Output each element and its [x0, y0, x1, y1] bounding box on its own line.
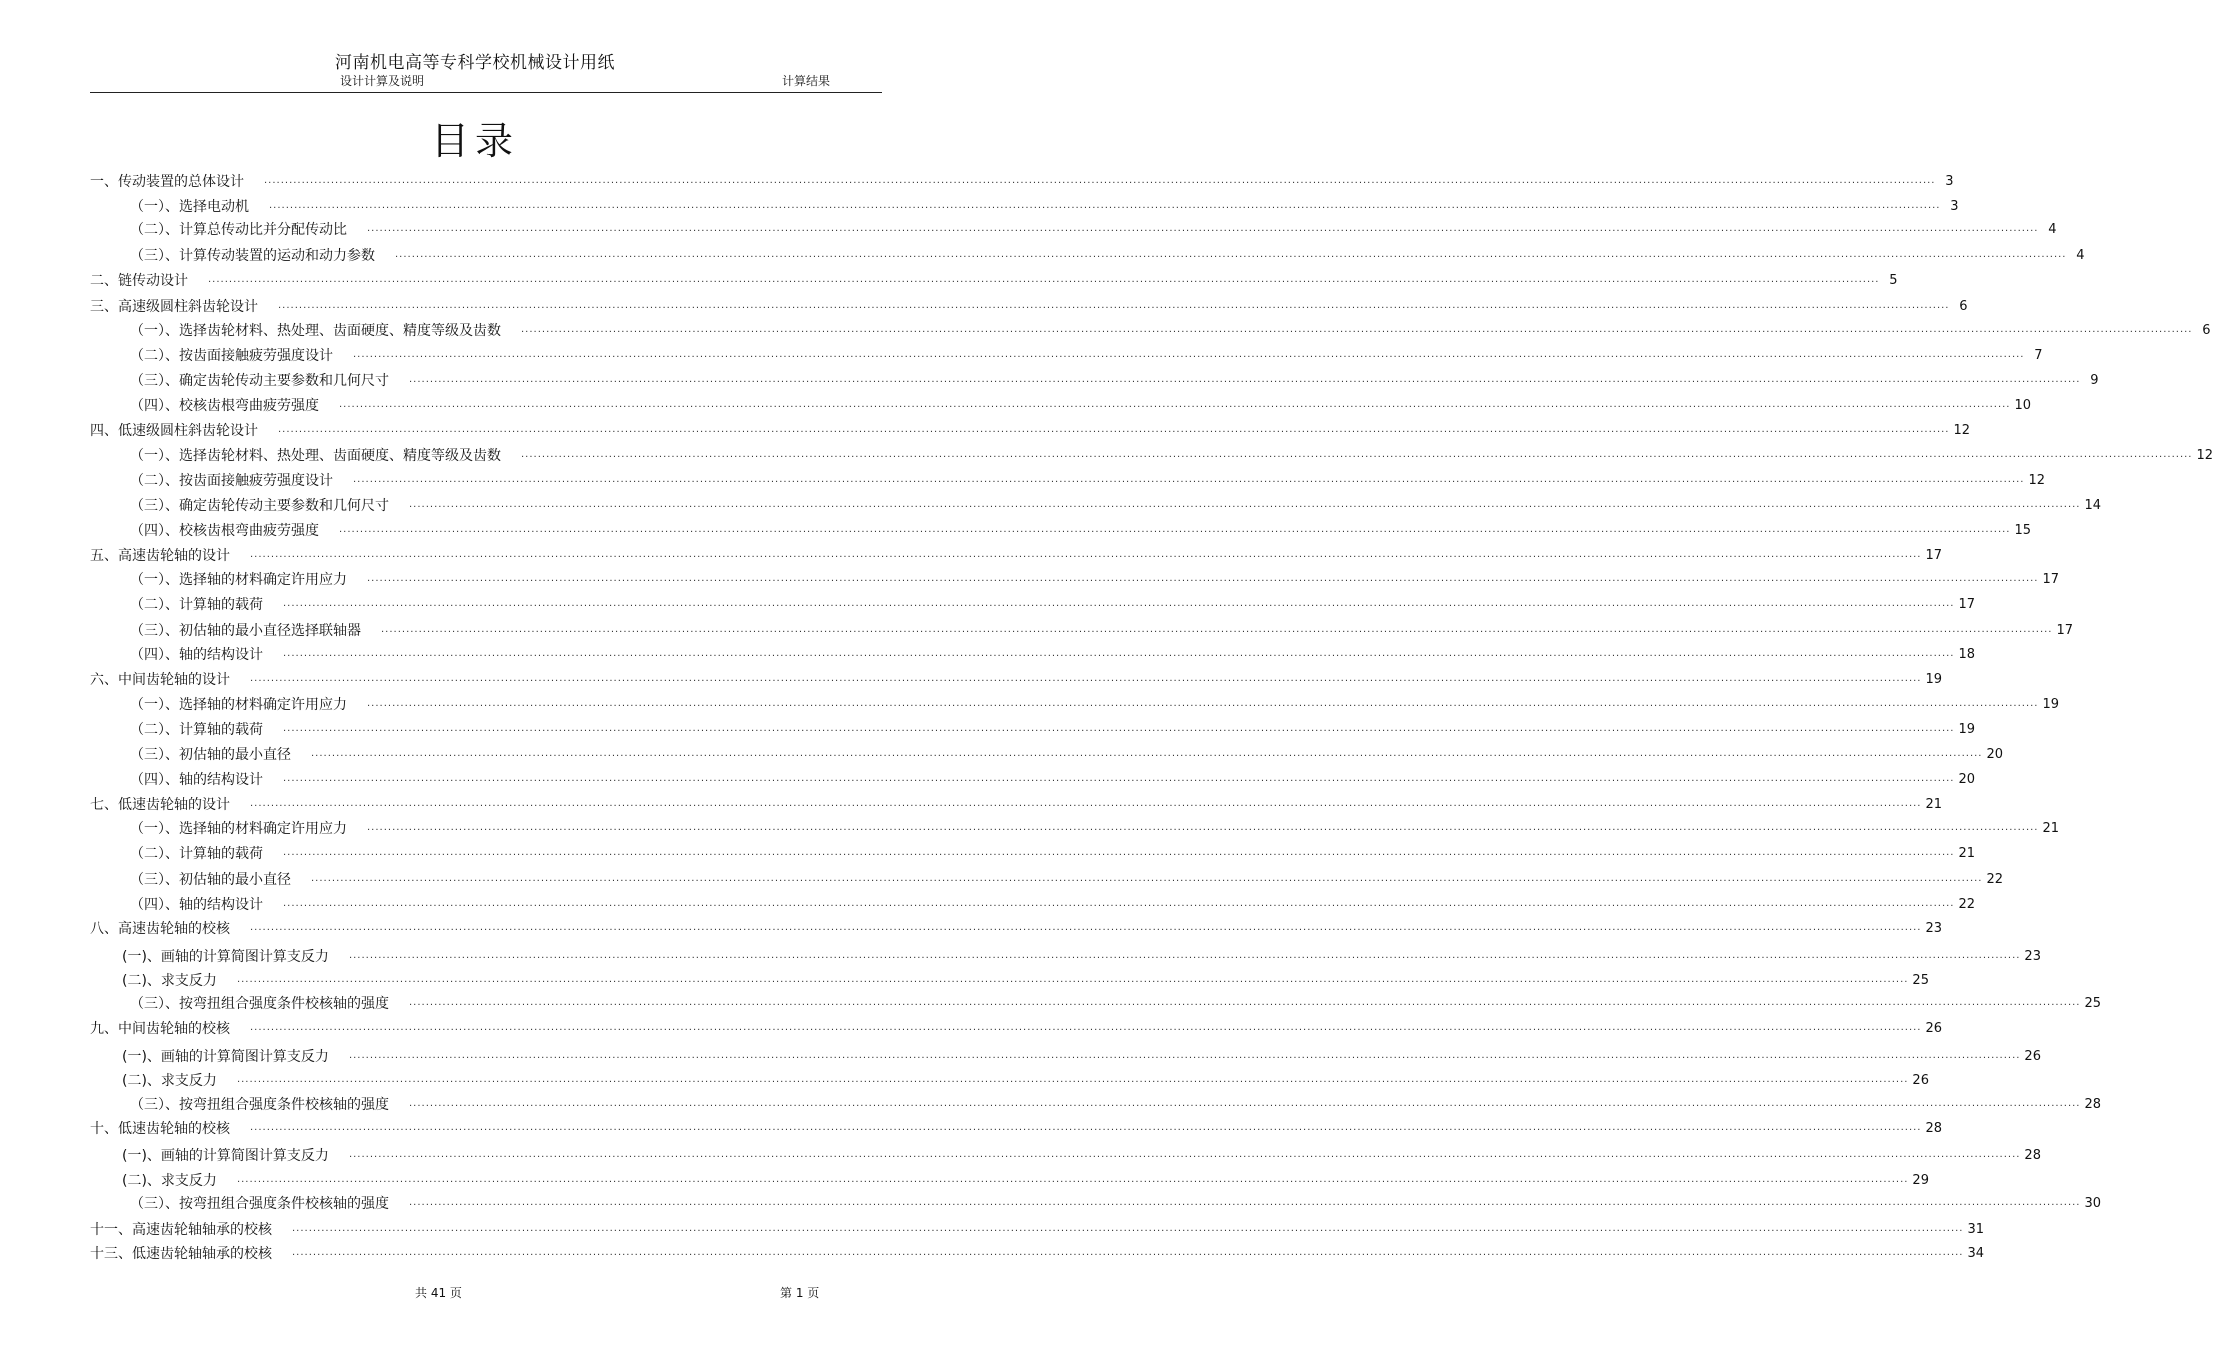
toc-entry[interactable] — [90, 269, 1898, 291]
toc-entry[interactable] — [122, 1144, 2041, 1166]
toc-leader-dots: ................................................................................................................................................................................................................................................................................................................................................................................................................ — [348, 950, 2021, 961]
toc-entry-label: （二）、计算轴的载荷 — [130, 722, 263, 738]
toc-entry-page: 21 — [1958, 845, 1976, 861]
toc-entry[interactable] — [90, 544, 1943, 566]
toc-entry-page: 26 — [1925, 1020, 1943, 1036]
toc-entry-page: 28 — [2024, 1147, 2041, 1163]
toc-entry-page: 28 — [2084, 1096, 2102, 1112]
toc-entry-page: 30 — [2084, 1195, 2102, 1211]
toc-entry-page: 23 — [2024, 948, 2041, 964]
toc-entry-label: 十一、高速齿轮轴轴承的校核 — [90, 1222, 272, 1238]
footer-total-pages: 共 41 页 — [415, 1286, 462, 1300]
toc-entry-page: 19 — [1958, 721, 1976, 737]
toc-entry[interactable] — [130, 469, 2046, 491]
toc-entry-page: 14 — [2084, 497, 2102, 513]
toc-entry[interactable] — [90, 170, 1954, 192]
toc-entry[interactable] — [130, 494, 2102, 516]
toc-entry[interactable] — [130, 817, 2060, 839]
toc-entry-label: （三）、确定齿轮传动主要参数和几何尺寸 — [130, 498, 389, 514]
toc-leader-dots: ................................................................................................................................................................................................................................................................................................................................................................................................................ — [292, 1247, 1964, 1258]
toc-leader-dots: ................................................................................................................................................................................................................................................................................................................................................................................................................ — [311, 748, 1983, 759]
toc-entry[interactable] — [130, 344, 2043, 366]
toc-entry[interactable] — [90, 917, 1943, 939]
toc-entry[interactable] — [130, 992, 2102, 1014]
toc-entry-label: 八、高速齿轮轴的校核 — [90, 921, 230, 937]
toc-entry-page: 19 — [2042, 696, 2060, 712]
toc-entry[interactable] — [90, 793, 1943, 815]
toc-entry[interactable] — [130, 768, 1976, 790]
toc-leader-dots: ................................................................................................................................................................................................................................................................................................................................................................................................................ — [348, 1149, 2021, 1160]
toc-entry[interactable] — [130, 743, 2004, 765]
toc-entry-label: （三）、按弯扭组合强度条件校核轴的强度 — [130, 1196, 389, 1212]
toc-entry-page: 3 — [1945, 173, 1954, 189]
toc-entry-page: 17 — [1925, 547, 1943, 563]
toc-leader-dots: ................................................................................................................................................................................................................................................................................................................................................................................................................ — [250, 1022, 1922, 1033]
toc-entry[interactable] — [130, 842, 1976, 864]
toc-entry-label: （一）、选择轴的材料确定许用应力 — [130, 572, 347, 588]
toc-entry[interactable] — [90, 1017, 1943, 1039]
toc-entry-label: (二)、求支反力 — [122, 1173, 217, 1189]
footer-current-page: 第 1 页 — [780, 1286, 820, 1300]
toc-entry[interactable] — [122, 945, 2041, 967]
toc-entry-label: （三）、按弯扭组合强度条件校核轴的强度 — [130, 1097, 389, 1113]
toc-entry-label: （二）、按齿面接触疲劳强度设计 — [130, 473, 333, 489]
toc-entry-page: 23 — [1925, 920, 1943, 936]
toc-entry-label: (一)、画轴的计算简图计算支反力 — [122, 1049, 329, 1065]
toc-leader-dots: ................................................................................................................................................................................................................................................................................................................................................................................................................ — [353, 474, 2025, 485]
toc-entry-label: （三）、确定齿轮传动主要参数和几何尺寸 — [130, 373, 389, 389]
toc-entry[interactable] — [130, 619, 2074, 641]
toc-entry-label: (二)、求支反力 — [122, 973, 217, 989]
toc-leader-dots: ................................................................................................................................................................................................................................................................................................................................................................................................................ — [409, 374, 2081, 385]
toc-entry-label: （一）、选择电动机 — [130, 199, 249, 215]
toc-entry-label: （四）、轴的结构设计 — [130, 772, 263, 788]
toc-leader-dots: ................................................................................................................................................................................................................................................................................................................................................................................................................ — [367, 573, 2039, 584]
toc-entry[interactable] — [90, 1117, 1943, 1139]
toc-entry[interactable] — [130, 1192, 2102, 1214]
toc-leader-dots: ................................................................................................................................................................................................................................................................................................................................................................................................................ — [409, 1098, 2081, 1109]
toc-leader-dots: ................................................................................................................................................................................................................................................................................................................................................................................................................ — [283, 773, 1955, 784]
toc-entry[interactable] — [130, 519, 2032, 541]
toc-leader-dots: ................................................................................................................................................................................................................................................................................................................................................................................................................ — [339, 399, 2011, 410]
toc-entry-page: 31 — [1967, 1221, 1985, 1237]
toc-entry-label: 三、高速级圆柱斜齿轮设计 — [90, 299, 258, 315]
toc-leader-dots: ................................................................................................................................................................................................................................................................................................................................................................................................................ — [278, 300, 1950, 311]
toc-entry-label: (一)、画轴的计算简图计算支反力 — [122, 1148, 329, 1164]
toc-entry[interactable] — [130, 369, 2099, 391]
toc-entry[interactable] — [130, 319, 2211, 341]
toc-entry-label: （二）、计算轴的载荷 — [130, 846, 263, 862]
toc-entry-page: 4 — [2076, 247, 2085, 263]
header-right-label: 计算结果 — [782, 74, 831, 88]
toc-entry[interactable] — [130, 394, 2032, 416]
toc-entry[interactable] — [130, 718, 1976, 740]
toc-leader-dots: ................................................................................................................................................................................................................................................................................................................................................................................................................ — [521, 324, 2193, 335]
toc-leader-dots: ................................................................................................................................................................................................................................................................................................................................................................................................................ — [269, 200, 1941, 211]
header-left-label: 设计计算及说明 — [340, 74, 425, 88]
toc-leader-dots: ................................................................................................................................................................................................................................................................................................................................................................................................................ — [278, 424, 1950, 435]
toc-entry-label: 一、传动装置的总体设计 — [90, 174, 244, 190]
toc-entry-label: （四）、校核齿根弯曲疲劳强度 — [130, 523, 319, 539]
toc-leader-dots: ................................................................................................................................................................................................................................................................................................................................................................................................................ — [236, 1174, 1909, 1185]
toc-entry-page: 25 — [2084, 995, 2102, 1011]
toc-entry-label: （二）、计算轴的载荷 — [130, 597, 263, 613]
toc-entry[interactable] — [130, 643, 1976, 665]
toc-entry-page: 17 — [1958, 596, 1976, 612]
toc-entry-page: 6 — [2202, 322, 2211, 338]
toc-leader-dots: ................................................................................................................................................................................................................................................................................................................................................................................................................ — [250, 1122, 1922, 1133]
toc-entry[interactable] — [130, 444, 2213, 466]
toc-entry[interactable] — [130, 868, 2004, 890]
toc-entry[interactable] — [122, 1069, 1929, 1091]
document-title: 目录 — [430, 119, 519, 163]
toc-leader-dots: ................................................................................................................................................................................................................................................................................................................................................................................................................ — [353, 349, 2025, 360]
toc-entry-page: 5 — [1889, 272, 1898, 288]
toc-entry-label: （三）、初估轴的最小直径 — [130, 747, 291, 763]
toc-leader-dots: ................................................................................................................................................................................................................................................................................................................................................................................................................ — [367, 698, 2039, 709]
toc-leader-dots: ................................................................................................................................................................................................................................................................................................................................................................................................................ — [250, 549, 1922, 560]
toc-entry-page: 29 — [1912, 1172, 1929, 1188]
toc-leader-dots: ................................................................................................................................................................................................................................................................................................................................................................................................................ — [409, 1197, 2081, 1208]
toc-entry-page: 19 — [1925, 671, 1943, 687]
toc-leader-dots: ................................................................................................................................................................................................................................................................................................................................................................................................................ — [283, 723, 1955, 734]
toc-entry[interactable] — [90, 668, 1943, 690]
toc-entry-page: 15 — [2014, 522, 2032, 538]
toc-leader-dots: ................................................................................................................................................................................................................................................................................................................................................................................................................ — [395, 249, 2067, 260]
toc-entry-page: 26 — [2024, 1048, 2041, 1064]
header-title: 河南机电高等专科学校机械设计用纸 — [335, 53, 615, 73]
toc-entry-page: 21 — [2042, 820, 2060, 836]
toc-entry-page: 34 — [1967, 1245, 1985, 1261]
toc-entry-label: 五、高速齿轮轴的设计 — [90, 548, 230, 564]
toc-entry-page: 10 — [2014, 397, 2032, 413]
toc-entry-label: （三）、初估轴的最小直径选择联轴器 — [130, 623, 361, 639]
toc-entry-label: （三）、计算传动装置的运动和动力参数 — [130, 248, 375, 264]
toc-entry-page: 12 — [1953, 422, 1971, 438]
toc-entry-page: 22 — [1986, 871, 2004, 887]
toc-leader-dots: ................................................................................................................................................................................................................................................................................................................................................................................................................ — [283, 598, 1955, 609]
toc-leader-dots: ................................................................................................................................................................................................................................................................................................................................................................................................................ — [367, 223, 2039, 234]
toc-entry-page: 6 — [1959, 298, 1968, 314]
toc-entry-label: （二）、按齿面接触疲劳强度设计 — [130, 348, 333, 364]
toc-entry-label: （一）、选择齿轮材料、热处理、齿面硬度、精度等级及齿数 — [130, 448, 501, 464]
toc-leader-dots: ................................................................................................................................................................................................................................................................................................................................................................................................................ — [339, 524, 2011, 535]
toc-entry[interactable] — [130, 693, 2060, 715]
toc-leader-dots: ................................................................................................................................................................................................................................................................................................................................................................................................................ — [236, 974, 1909, 985]
toc-entry[interactable] — [130, 568, 2060, 590]
toc-entry-label: （一）、选择轴的材料确定许用应力 — [130, 821, 347, 837]
toc-entry-page: 28 — [1925, 1120, 1943, 1136]
toc-entry-label: （四）、校核齿根弯曲疲劳强度 — [130, 398, 319, 414]
toc-leader-dots: ................................................................................................................................................................................................................................................................................................................................................................................................................ — [381, 624, 2053, 635]
toc-entry-page: 22 — [1958, 896, 1976, 912]
toc-leader-dots: ................................................................................................................................................................................................................................................................................................................................................................................................................ — [250, 922, 1922, 933]
toc-entry-label: 四、低速级圆柱斜齿轮设计 — [90, 423, 258, 439]
header-rule — [90, 92, 882, 93]
toc-leader-dots: ................................................................................................................................................................................................................................................................................................................................................................................................................ — [250, 673, 1922, 684]
toc-entry-label: 十、低速齿轮轴的校核 — [90, 1121, 230, 1137]
toc-leader-dots: ................................................................................................................................................................................................................................................................................................................................................................................................................ — [292, 1223, 1964, 1234]
toc-entry[interactable] — [122, 1045, 2041, 1067]
toc-entry-page: 25 — [1912, 972, 1929, 988]
toc-leader-dots: ................................................................................................................................................................................................................................................................................................................................................................................................................ — [348, 1050, 2021, 1061]
toc-entry[interactable] — [130, 244, 2085, 266]
toc-entry[interactable] — [90, 1218, 1985, 1240]
toc-entry[interactable] — [90, 1242, 1985, 1264]
toc-leader-dots: ................................................................................................................................................................................................................................................................................................................................................................................................................ — [283, 847, 1955, 858]
toc-leader-dots: ................................................................................................................................................................................................................................................................................................................................................................................................................ — [367, 822, 2039, 833]
toc-leader-dots: ................................................................................................................................................................................................................................................................................................................................................................................................................ — [283, 648, 1955, 659]
toc-entry-page: 18 — [1958, 646, 1976, 662]
toc-leader-dots: ................................................................................................................................................................................................................................................................................................................................................................................................................ — [409, 499, 2081, 510]
toc-entry[interactable] — [130, 195, 1959, 217]
toc-entry[interactable] — [122, 969, 1929, 991]
toc-entry-page: 4 — [2048, 221, 2057, 237]
toc-entry-page: 20 — [1986, 746, 2004, 762]
toc-entry[interactable] — [122, 1169, 1929, 1191]
toc-entry-page: 20 — [1958, 771, 1976, 787]
toc-entry-page: 26 — [1912, 1072, 1929, 1088]
toc-entry-page: 12 — [2028, 472, 2046, 488]
toc-entry-label: 六、中间齿轮轴的设计 — [90, 672, 230, 688]
toc-entry[interactable] — [130, 1093, 2102, 1115]
toc-entry-label: 七、低速齿轮轴的设计 — [90, 797, 230, 813]
toc-entry[interactable] — [90, 419, 1971, 441]
toc-entry-label: 二、链传动设计 — [90, 273, 188, 289]
toc-entry-label: （一）、选择齿轮材料、热处理、齿面硬度、精度等级及齿数 — [130, 323, 501, 339]
toc-entry[interactable] — [130, 593, 1976, 615]
toc-entry-page: 9 — [2090, 372, 2099, 388]
toc-entry-page: 17 — [2042, 571, 2060, 587]
toc-entry-label: （二）、计算总传动比并分配传动比 — [130, 222, 347, 238]
toc-entry-label: (一)、画轴的计算简图计算支反力 — [122, 949, 329, 965]
toc-entry-label: （三）、按弯扭组合强度条件校核轴的强度 — [130, 996, 389, 1012]
toc-leader-dots: ................................................................................................................................................................................................................................................................................................................................................................................................................ — [409, 997, 2081, 1008]
toc-entry-page: 3 — [1950, 198, 1959, 214]
toc-leader-dots: ................................................................................................................................................................................................................................................................................................................................................................................................................ — [208, 274, 1880, 285]
toc-entry-label: （三）、初估轴的最小直径 — [130, 872, 291, 888]
toc-entry-page: 12 — [2196, 447, 2213, 463]
toc-entry-label: （四）、轴的结构设计 — [130, 897, 263, 913]
toc-entry[interactable] — [130, 893, 1976, 915]
toc-leader-dots: ................................................................................................................................................................................................................................................................................................................................................................................................................ — [264, 175, 1936, 186]
toc-entry-label: 十三、低速齿轮轴轴承的校核 — [90, 1246, 272, 1262]
toc-entry-page: 21 — [1925, 796, 1943, 812]
toc-entry-label: （四）、轴的结构设计 — [130, 647, 263, 663]
toc-leader-dots: ................................................................................................................................................................................................................................................................................................................................................................................................................ — [311, 873, 1983, 884]
toc-leader-dots: ................................................................................................................................................................................................................................................................................................................................................................................................................ — [250, 798, 1922, 809]
toc-entry[interactable] — [130, 218, 2057, 240]
toc-entry-page: 17 — [2056, 622, 2074, 638]
toc-leader-dots: ................................................................................................................................................................................................................................................................................................................................................................................................................ — [521, 449, 2193, 460]
toc-entry-label: 九、中间齿轮轴的校核 — [90, 1021, 230, 1037]
toc-leader-dots: ................................................................................................................................................................................................................................................................................................................................................................................................................ — [236, 1074, 1909, 1085]
toc-entry-label: （一）、选择轴的材料确定许用应力 — [130, 697, 347, 713]
toc-entry-label: (二)、求支反力 — [122, 1073, 217, 1089]
toc-entry-page: 7 — [2034, 347, 2043, 363]
toc-entry[interactable] — [90, 295, 1968, 317]
toc-leader-dots: ................................................................................................................................................................................................................................................................................................................................................................................................................ — [283, 898, 1955, 909]
